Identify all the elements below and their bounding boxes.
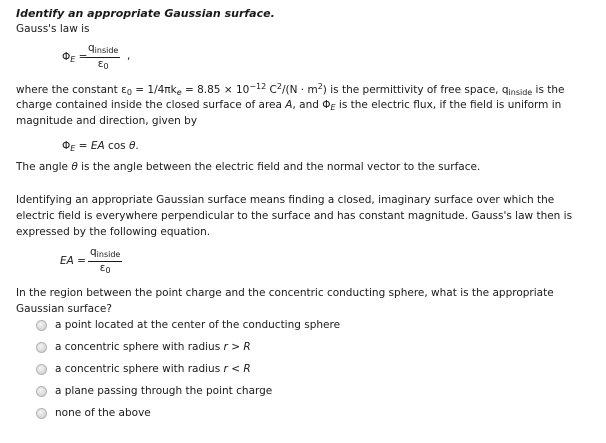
flux-equation: $\Phi_E$ = EA cos θ. (62, 140, 139, 153)
option-1[interactable] (36, 318, 340, 332)
option-label: a plane passing through the point charge (55, 385, 273, 397)
option-3[interactable] (36, 362, 251, 376)
option-label: a concentric sphere with radius r < R (55, 363, 251, 375)
identifying-paragraph: Identifying an appropriate Gaussian surface means finding a closed, imaginary surface over which the electric field is everywhere perpendicular to the surface and has constant magnitude. Gauss's law then is expressed by the following equation. (16, 194, 573, 238)
gauss-intro: Gauss's law is (16, 23, 90, 35)
question-title: Identify an appropriate Gaussian surface. (16, 7, 275, 20)
option-label: a concentric sphere with radius r > R (55, 341, 251, 353)
option-4[interactable] (36, 384, 272, 398)
flux-lhs: $\Phi_E$ = (62, 51, 88, 64)
radio-button[interactable] (36, 364, 47, 375)
where-line-2: charge contained inside the closed surface of area A, and $\Phi_E$ is the electric flux, if the field is uniform in (16, 99, 562, 112)
radio-button[interactable] (36, 386, 47, 397)
radio-button[interactable] (36, 408, 47, 419)
ea-lhs: EA = (60, 255, 86, 267)
option-2[interactable] (36, 340, 251, 354)
option-label: a point located at the center of the conducting sphere (55, 319, 341, 331)
option-label: none of the above (55, 407, 151, 419)
radio-button[interactable] (36, 320, 47, 331)
where-line-3: magnitude and direction, given by (16, 115, 198, 127)
eq1-comma: , (127, 50, 131, 62)
option-5[interactable] (36, 406, 151, 420)
ea-fraction: $q_{inside}$ $\varepsilon_0$ (90, 246, 121, 275)
question-text: In the region between the point charge and the concentric conducting sphere, what is the appropriate Gaussian surface? (16, 287, 554, 315)
gauss-fraction: $q_{inside}$ $\varepsilon_0$ (88, 42, 119, 71)
where-line-1: where the constant $\varepsilon_0 = 1/4\pi k_e = 8.85 \times 10^{-12}$ $C^2/(N \cdot m^2)$ is the permittivity of free space, $q_{inside}$ is the (16, 82, 565, 97)
angle-text: The angle θ is the angle between the electric field and the normal vector to the surface. (16, 161, 481, 173)
radio-button[interactable] (36, 342, 47, 353)
